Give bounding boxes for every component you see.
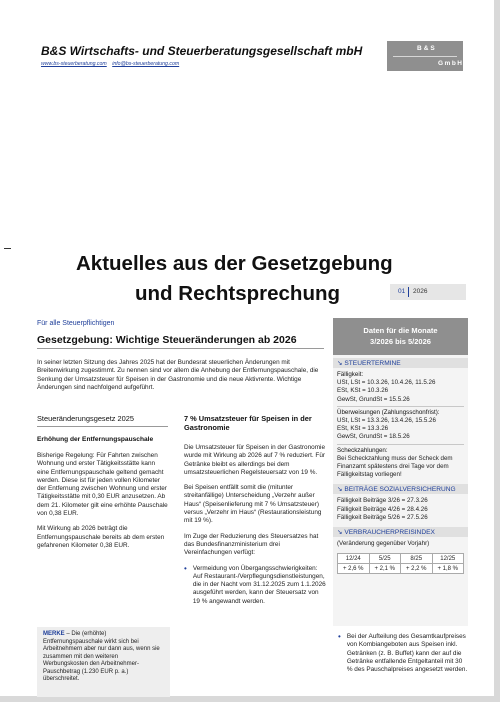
email-link[interactable]: info@bs-steuerberatung.com [112,61,180,67]
chevron-right-icon: ↘ [337,486,343,494]
vpi-value: + 2,6 % [338,564,370,574]
table-row [338,554,464,564]
bullet-icon: • [184,563,187,573]
article-rubric: Für alle Steuerpflichtigen [37,320,115,327]
sidebar-header-line2: 3/2026 bis 5/2026 [370,337,431,346]
bullet-text: Vermeidung von Übergangsschwierigkeiten: Auf Restaurant-/Verpflegungsdienstleistungen, die in der Nacht vom 31.12.2025 zum 1.1.2026 ausgeführt werden, kann der Steuersatz von 19 % angewandt werden. [192,564,326,605]
sozialversicherung-body [333,494,468,524]
paragraph-neue-regelung: Mit Wirkung ab 2026 beträgt die Entfernungspauschale bereits ab dem ersten gefahrenen Kilometer 0,38 EUR. [37,525,165,549]
bullet-icon: • [338,632,341,641]
sozial-line: Fälligkeit Beiträge 3/26 = 27.3.26 [337,497,428,505]
vpi-month: 5/25 [369,554,401,564]
vpi-note: (Veränderung gegenüber Vorjahr) [337,540,430,548]
vpi-month: 12/24 [338,554,370,564]
company-name: B&S Wirtschafts- und Steuerberatungsgesellschaft mbH [41,44,363,58]
paragraph-unterscheidung: Bei Speisen entfällt somit die (mitunter streitanfällige) Unterscheidung „Verzehr außer Haus“ (Speisenlieferung mit 7 % Umsatzsteuer) versus „Verzehr im Haus“ (Restaurationsleistung mit 19 %). [184,484,322,525]
paragraph-vereinfachungen: Im Zuge der Reduzierung des Steuersatzes hat das Bundesfinanzministerium drei Vereinfachungen verfügt: [184,532,319,557]
header-links [41,61,183,67]
data-sidebar [333,318,468,626]
chevron-right-icon: ↘ [337,529,343,537]
section-title-umsatzsteuer-speisen: 7 % Umsatzsteuer für Speisen in der Gastronomie [184,414,312,432]
issue-badge [390,284,466,300]
vpi-month: 12/25 [432,554,464,564]
list-item [184,565,327,606]
sozial-line: Fälligkeit Beiträge 5/26 = 27.5.26 [337,513,428,521]
article-heading: Gesetzgebung: Wichtige Steueränderungen ab 2026 [37,334,297,346]
heading-divider [37,348,324,349]
steuertermine-label: STEUERTERMINE [344,360,401,367]
sozialversicherung-band [333,484,468,494]
faelligkeit-line: USt, LSt = 10.3.26, 10.4.26, 11.5.26 [337,379,436,387]
vpi-label: VERBRAUCHERPREISINDEX [344,529,435,537]
merke-text: – Die (erhöhte) Entfernungspauschale wirkt sich bei Arbeitnehmern aber nur dann aus, wenn sie zusammen mit den weiteren Werbungskosten den Arbeitnehmer-Pauschbetrag (1.230 EUR p. a.) überschreitet. [43,631,160,682]
sidebar-header-line1: Daten für die Monate [363,326,438,335]
subsection-title-entfernungspauschale: Erhöhung der Entfernungspauschale [37,436,154,443]
vpi-value: + 2,2 % [401,564,433,574]
faelligkeit-line: ESt, KSt = 10.3.26 [337,387,389,395]
page-title-line2: und Rechtsprechung [135,282,341,305]
company-logo [387,41,463,71]
paragraph-bisherige-regelung: Bisherige Regelung: Für Fahrten zwischen Wohnung und erster Tätigkeitsstätte kann eine Entfernungspauschale geltend gemacht werden. Diese ist für jeden vollen Kilometer der Entfernung zwischen Wohnung und erster Tätigkeitsstätte mit 0,30 EUR anzusetzen. Ab dem 21. Kilometer gilt eine erhöhte Pauschale von 0,38 EUR. [37,452,168,518]
vpi-band [333,527,468,537]
website-link[interactable]: www.bs-steuerberatung.com [41,61,107,67]
issue-number: 01 [398,288,406,295]
scheck-label: Scheckzahlungen: [337,446,388,454]
ueberweisung-line: GewSt, GrundSt = 18.5.26 [337,433,464,444]
ueberweisung-label: Überweisungen (Zahlungsschonfrist): [337,408,440,416]
paragraph-umsatzsteuer: Die Umsatzsteuer für Speisen in der Gastronomie wurde mit Wirkung ab 2026 auf 7 % reduziert. Für Getränke bleibt es allerdings bei dem umsatzsteuerlichen Regelsteuersatz von 19 %. [184,444,326,476]
bullet-text: Bei der Aufteilung des Gesamtkaufpreises von Kombiangeboten aus Speisen inkl. Getränken (z. B. Buffet) kann der auf die Getränke entfallende Entgeltanteil mit 30 % des Pauschalpreises angesetzt werden. [346,633,468,674]
merke-label: MERKE [43,631,65,637]
article-intro: In seiner letzten Sitzung des Jahres 2025 hat der Bundesrat steuerlichen Änderungen mit Breitenwirkung zugestimmt. Zu nennen sind vor allem die Anhebung der Entfernungspauschale, die Senkung der Umsatzsteuer für Speisen in der Gastronomie und die neue Aktivrente. Wichtige Änderungen sind nachfolgend aufgeführt. [37,359,319,392]
steuertermine-body [333,368,468,481]
vpi-value: + 2,1 % [369,564,401,574]
sozial-line: Fälligkeit Beiträge 4/26 = 28.4.26 [337,505,428,513]
column-1 [37,414,168,557]
sidebar-header [333,318,468,355]
logo-top-text: B&S [417,45,437,52]
vpi-table [337,553,464,574]
column-2 [184,414,327,613]
ueberweisung-line: USt, LSt = 13.3.26, 13.4.26, 15.5.26 [337,417,436,425]
vpi-month: 8/25 [401,554,433,564]
table-row [338,564,464,574]
page-title-line1: Aktuelles aus der Gesetzgebung [76,252,393,275]
vpi-value: + 1,8 % [432,564,464,574]
merke-box [37,627,170,697]
column-3 [338,633,468,681]
scheck-text: Bei Scheckzahlung muss der Scheck dem Finanzamt spätestens drei Tage vor dem Fälligkeitstag vorliegen! [337,454,453,479]
logo-bottom-text: GmbH [438,60,464,67]
logo-rule [393,56,457,57]
sozialversicherung-label: BEITRÄGE SOZIALVERSICHERUNG [344,486,456,494]
issue-divider [408,287,409,297]
issue-year: 2026 [413,288,428,295]
section-title-steueraenderungsgesetz: Steueränderungsgesetz 2025 [37,414,168,427]
steuertermine-band [333,358,468,368]
ueberweisung-line: ESt, KSt = 13.3.26 [337,425,389,433]
faelligkeit-line: GewSt, GrundSt = 15.5.26 [337,396,464,407]
faelligkeit-label: Fälligkeit: [337,371,364,378]
list-item [338,633,468,674]
chevron-right-icon: ↘ [337,360,343,367]
fold-mark [4,248,11,249]
